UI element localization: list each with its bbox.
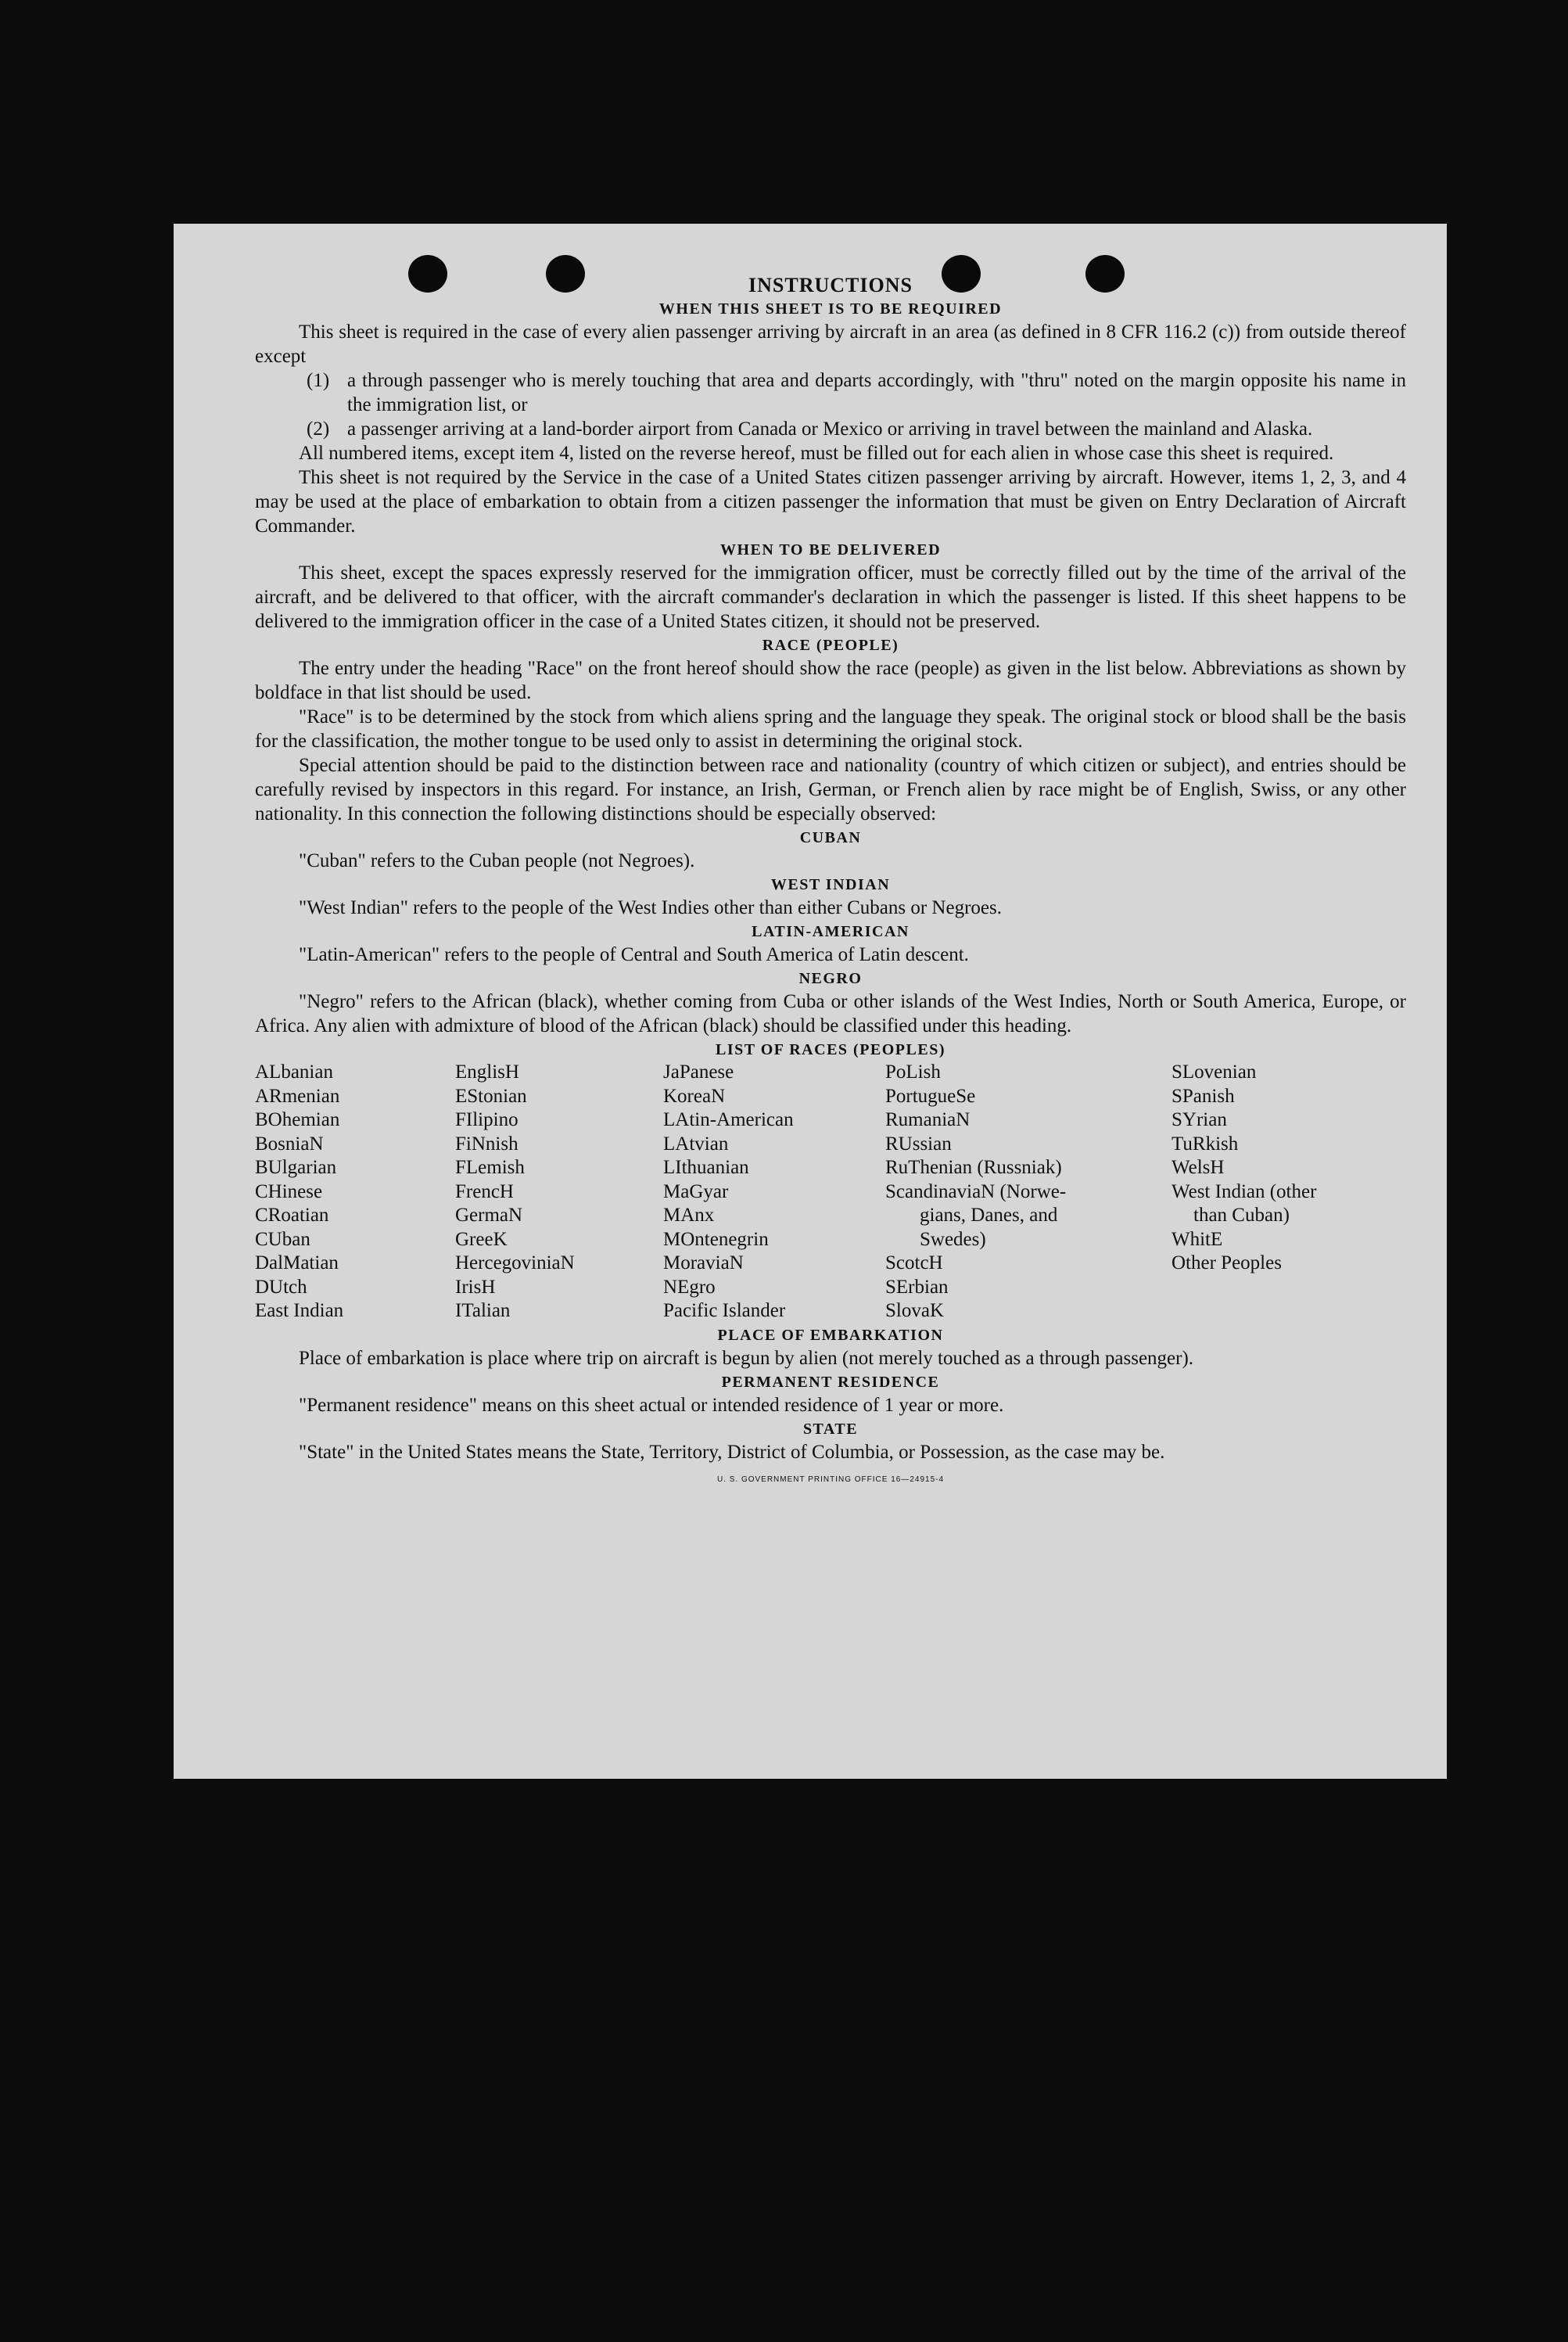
race-entry: SlovaK [885,1300,944,1321]
punch-hole [1085,255,1125,293]
race-entry: MOntenegrin [663,1228,769,1250]
races-column [663,1061,885,1324]
race-entry: RuThenian (Russniak) [885,1157,1062,1178]
race-entry: KoreaN [663,1085,726,1107]
race-entry: SErbian [885,1276,949,1298]
race-entry: LAtvian [663,1133,729,1155]
page-title: INSTRUCTIONS [748,274,913,296]
item-text: a through passenger who is merely touching that area and departs accordingly, with "thru" noted on the margin opposite his name in the immigration list, or [347,370,1406,415]
item-number: (1) [307,370,330,391]
section-heading-latin-american: LATIN-AMERICAN [752,923,910,940]
race-entry: GermaN [455,1205,523,1226]
list-item [255,417,1406,441]
item-text: a passenger arriving at a land-border airport from Canada or Mexico or arriving in travel between the mainland and Alaska. [347,418,1313,440]
paragraph: "Permanent residence" means on this sheet actual or intended residence of 1 year or more. [299,1394,1004,1416]
race-entry: FIlipino [455,1109,518,1130]
race-entry: BosniaN [255,1133,324,1155]
paragraph: This sheet, except the spaces expressly reserved for the immigration officer, must be correctly filled out by the time of the arrival of the aircraft, and be delivered to that officer, with the aircraft commander's declaration in which the passenger is listed. If this sheet happens to be delivered to the immigration officer in the case of a United States citizen, it should not be preserved. [255,562,1406,632]
race-entry: WhitE [1172,1228,1223,1250]
race-entry: CRoatian [255,1205,329,1226]
race-entry: MAnx [663,1205,715,1226]
race-entry: TuRkish [1172,1133,1239,1155]
races-column [885,1061,1172,1324]
race-entry: than Cuban) [1193,1205,1290,1226]
race-entry: West Indian (other [1172,1180,1317,1202]
race-entry: GreeK [455,1228,508,1250]
race-entry: EnglisH [455,1061,519,1083]
punch-hole [408,255,447,293]
races-table [255,1061,1406,1324]
race-entry: PortugueSe [885,1085,976,1107]
races-column [1172,1061,1390,1324]
punch-hole [546,255,585,293]
race-entry: WelsH [1172,1157,1225,1178]
paragraph: Place of embarkation is place where trip on aircraft is begun by alien (not merely touched as a through passenger). [299,1347,1194,1369]
race-entry: FiNnish [455,1133,518,1155]
section-heading-west-indian: WEST INDIAN [770,876,891,893]
race-entry: BOhemian [255,1109,340,1130]
races-column [455,1061,663,1324]
paragraph: "Latin-American" refers to the people of Central and South America of Latin descent. [299,944,969,965]
race-entry: SLovenian [1172,1061,1257,1083]
race-entry: SPanish [1172,1085,1235,1107]
paragraph: "Cuban" refers to the Cuban people (not Negroes). [299,850,695,871]
section-heading-residence: PERMANENT RESIDENCE [721,1373,940,1391]
race-entry: East Indian [255,1300,344,1321]
race-entry: JaPanese [663,1061,734,1083]
section-heading-state: STATE [802,1420,859,1438]
race-entry: CUban [255,1228,310,1250]
race-entry: ALbanian [255,1061,333,1083]
race-entry: BUlgarian [255,1157,337,1178]
race-entry: ScandinaviaN (Norwe- [885,1180,1067,1202]
list-item [255,368,1406,417]
race-entry: MaGyar [663,1180,729,1202]
item-number: (2) [307,418,330,440]
printer-imprint: U. S. GOVERNMENT PRINTING OFFICE 16—24915-4 [716,1475,945,1484]
section-heading-list-of-races: LIST OF RACES (PEOPLES) [715,1041,945,1058]
paragraph: All numbered items, except item 4, listed on the reverse hereof, must be filled out for each alien in whose case this sheet is required. [299,443,1334,464]
section-heading-cuban: CUBAN [799,829,862,846]
race-entry: SYrian [1172,1109,1227,1130]
race-entry: LAtin-American [663,1109,794,1130]
race-entry: Other Peoples [1172,1252,1282,1273]
race-entry: IrisH [455,1276,496,1298]
paragraph: Special attention should be paid to the distinction between race and nationality (country of which citizen or subject), and entries should be carefully revised by inspectors in this regard. For instance, an Irish, German, or French alien by race might be of English, Swiss, or any other nationality. In this connection the following distinctions should be especially observed: [255,755,1406,824]
race-entry: Swedes) [920,1228,986,1250]
race-entry: DalMatian [255,1252,339,1273]
race-entry: RUssian [885,1133,952,1155]
race-entry: HercegoviniaN [455,1252,575,1273]
paragraph: The entry under the heading "Race" on the front hereof should show the race (people) as given in the list below. Abbreviations as shown by boldface in that list should be used. [255,658,1406,703]
paragraph: "Race" is to be determined by the stock from which aliens spring and the language they speak. The original stock or blood shall be the basis for the classification, the mother tongue to be used only to assist in determining the original stock. [255,706,1406,752]
paragraph: This sheet is not required by the Service in the case of a United States citizen passenger arriving by aircraft. However, items 1, 2, 3, and 4 may be used at the place of embarkation to obtain from a citizen passenger the information that must be given on Entry Declaration of Aircraft Commander. [255,467,1406,537]
race-entry: LIthuanian [663,1157,749,1178]
section-heading-negro: NEGRO [798,970,863,987]
race-entry: NEgro [663,1276,716,1298]
punch-hole [942,255,981,293]
race-entry: FrencH [455,1180,514,1202]
paragraph: "West Indian" refers to the people of the West Indies other than either Cubans or Negroes. [299,897,1002,918]
race-entry: Pacific Islander [663,1300,786,1321]
race-entry: ITalian [455,1300,511,1321]
paragraph: This sheet is required in the case of every alien passenger arriving by aircraft in an area (as defined in 8 CFR 116.2 (c)) from outside thereof except [255,321,1406,367]
section-heading-when-delivered: WHEN TO BE DELIVERED [719,541,942,559]
race-entry: EStonian [455,1085,527,1107]
section-heading-when-required: WHEN THIS SHEET IS TO BE REQUIRED [658,300,1003,318]
section-heading-embarkation: PLACE OF EMBARKATION [717,1326,944,1344]
race-entry: ARmenian [255,1085,340,1107]
race-entry: DUtch [255,1276,307,1298]
instruction-sheet [174,224,1447,1779]
race-entry: PoLish [885,1061,941,1083]
races-column [255,1061,455,1324]
paragraph: "State" in the United States means the State, Territory, District of Columbia, or Possession, as the case may be. [299,1441,1165,1463]
race-entry: MoraviaN [663,1252,744,1273]
paragraph: "Negro" refers to the African (black), whether coming from Cuba or other islands of the West Indies, North or South America, Europe, or Africa. Any alien with admixture of blood of the African (black) should be classified under this heading. [255,991,1406,1036]
section-heading-race: RACE (PEOPLE) [762,637,899,654]
race-entry: CHinese [255,1180,323,1202]
race-entry: gians, Danes, and [920,1205,1058,1226]
race-entry: RumaniaN [885,1109,971,1130]
race-entry: FLemish [455,1157,525,1178]
race-entry: ScotcH [885,1252,943,1273]
